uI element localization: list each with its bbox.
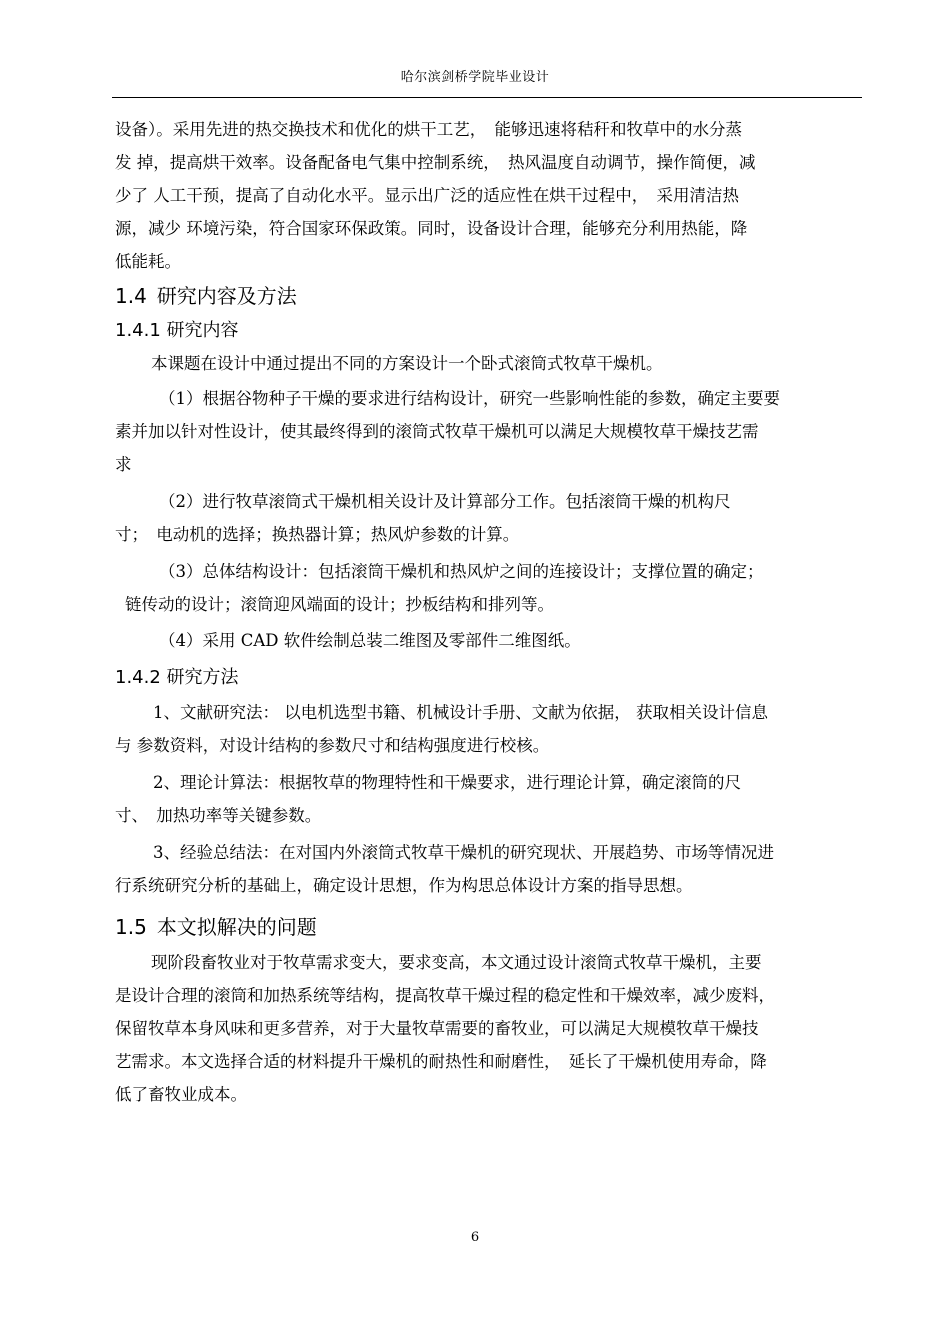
method-item-line: 3、经验总结法：在对国内外滚筒式牧草干燥机的研究现状、开展趋势、市场等情况进 [153, 843, 774, 862]
intro-line: 源，减少 环境污染，符合国家环保政策。同时，设备设计合理，能够充分利用热能，降 [115, 219, 748, 238]
page-header-title: 哈尔滨剑桥学院毕业设计 [400, 70, 550, 85]
research-item-line: （1）根据谷物种子干燥的要求进行结构设计，研究一些影响性能的参数，确定主要要 [159, 389, 780, 408]
method-item-line: 1、文献研究法： 以电机选型书籍、机械设计手册、文献为依据， 获取相关设计信息 [153, 703, 768, 722]
problem-line: 艺需求。本文选择合适的材料提升干燥机的耐热性和耐磨性， 延长了干燥机使用寿命，降 [115, 1052, 767, 1071]
method-item-2 [115, 766, 862, 832]
research-lead: 本课题在设计中通过提出不同的方案设计一个卧式滚筒式牧草干燥机。 [151, 354, 663, 373]
document-body [115, 113, 862, 1111]
subsection-heading-1-4-1: 1.4.1 研究内容 [115, 320, 239, 341]
research-item-line: （3）总体结构设计：包括滚筒干燥机和热风炉之间的连接设计；支撑位置的确定； [159, 562, 764, 581]
intro-line: 少了 人工干预，提高了自动化水平。显示出广泛的适应性在烘干过程中， 采用清洁热 [115, 186, 739, 205]
research-item-1 [115, 382, 862, 481]
subsection-heading-1-4-2: 1.4.2 研究方法 [115, 667, 239, 688]
header-divider [112, 97, 862, 98]
method-item-line: 行系统研究分析的基础上，确定设计思想，作为构思总体设计方案的指导思想。 [115, 876, 693, 895]
section-number: 1.4 [115, 284, 147, 308]
intro-line: 发 掉，提高烘干效率。设备配备电气集中控制系统， 热风温度自动调节，操作简便，减 [115, 153, 756, 172]
section-title: 本文拟解决的问题 [156, 915, 317, 939]
intro-line: 设备）。采用先进的热交换技术和优化的烘干工艺， 能够迅速将秸秆和牧草中的水分蒸 [115, 120, 742, 139]
section-heading-1-4 [115, 281, 862, 311]
page-number: 6 [470, 1230, 480, 1245]
research-item-3 [115, 555, 862, 621]
section-number: 1.5 [115, 915, 147, 939]
section-title: 研究内容及方法 [156, 284, 297, 308]
method-item-line: 2、理论计算法：根据牧草的物理特性和干燥要求，进行理论计算，确定滚筒的尺 [153, 773, 741, 792]
research-item-line: 寸； 电动机的选择；换热器计算；热风炉参数的计算。 [115, 525, 520, 544]
research-item-line: （2）进行牧草滚筒式干燥机相关设计及计算部分工作。包括滚筒干燥的机构尺 [159, 492, 731, 511]
intro-line: 低能耗。 [115, 252, 181, 271]
problem-paragraph [115, 946, 862, 1111]
research-item-line: 素并加以针对性设计，使其最终得到的滚筒式牧草干燥机可以满足大规模牧草干燥技艺需 [115, 422, 759, 441]
research-item-line: 链传动的设计；滚筒迎风端面的设计；抄板结构和排列等。 [125, 595, 554, 614]
problem-line: 现阶段畜牧业对于牧草需求变大，要求变高，本文通过设计滚筒式牧草干燥机，主要 [151, 953, 762, 972]
research-item-4: （4）采用 CAD 软件绘制总装二维图及零部件二维图纸。 [159, 631, 581, 650]
intro-paragraph [115, 113, 862, 278]
method-item-3 [115, 836, 862, 902]
problem-line: 低了畜牧业成本。 [115, 1085, 247, 1104]
problem-line: 保留牧草本身风味和更多营养，对于大量牧草需要的畜牧业，可以满足大规模牧草干燥技 [115, 1019, 759, 1038]
method-item-line: 与 参数资料，对设计结构的参数尺寸和结构强度进行校核。 [115, 736, 550, 755]
research-item-2 [115, 485, 862, 551]
method-item-line: 寸、 加热功率等关键参数。 [115, 806, 322, 825]
section-heading-1-5 [115, 912, 862, 942]
method-item-1 [115, 696, 862, 762]
problem-line: 是设计合理的滚筒和加热系统等结构，提高牧草干燥过程的稳定性和干燥效率，减少废料， [115, 986, 775, 1005]
research-item-line: 求 [115, 455, 132, 474]
